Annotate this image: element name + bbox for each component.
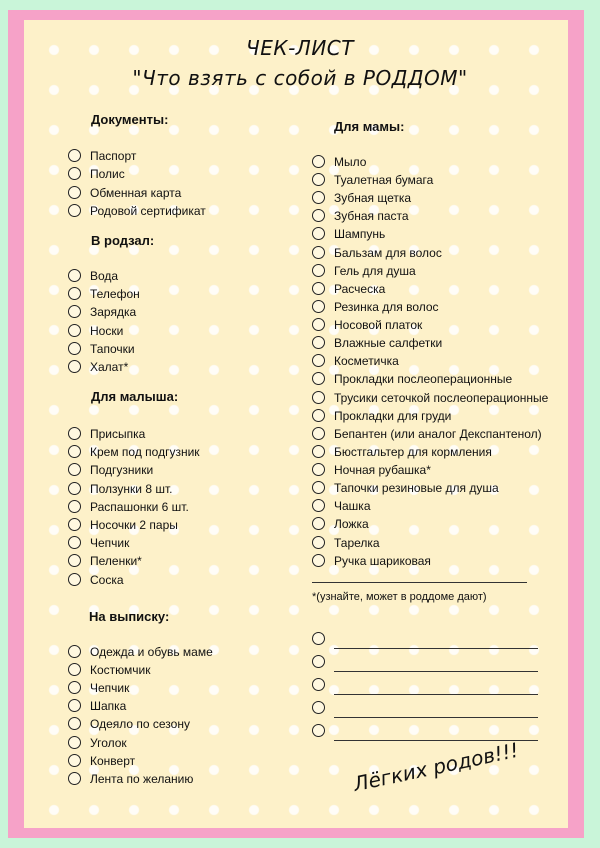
checklist-item-documents: Полис xyxy=(90,167,125,182)
checklist-item-baby: Подгузники xyxy=(90,463,154,478)
checklist-item-mom: Бальзам для волос xyxy=(334,245,442,260)
checklist-item-mom: Бепантен (или аналог Декспантенол) xyxy=(334,426,542,441)
checklist-item-discharge: Одежда и обувь маме xyxy=(90,645,213,659)
checkbox-mom[interactable] xyxy=(312,246,325,259)
checklist-item-mom: Шампунь xyxy=(334,227,386,242)
blank-line[interactable] xyxy=(334,694,538,695)
checklist-item-discharge: Конверт xyxy=(90,753,136,768)
checklist-item-discharge: Шапка xyxy=(90,699,127,714)
checklist-item-baby: Крем под подгузник xyxy=(90,445,200,460)
checklist-item-delivery: Зарядка xyxy=(90,305,137,320)
checkbox-discharge[interactable] xyxy=(68,645,81,658)
footer-wish: Лёгких родов!!! xyxy=(351,737,521,797)
checklist-item-baby: Распашонки 6 шт. xyxy=(90,499,189,514)
checklist-item-mom: Расческа xyxy=(334,281,386,296)
checklist-item-mom: Ложка xyxy=(334,517,369,532)
checklist-item-mom: Тапочки резиновые для душа xyxy=(334,481,499,496)
checklist-item-delivery: Халат* xyxy=(90,360,129,374)
blank-checkbox[interactable] xyxy=(312,701,325,714)
checkbox-mom[interactable] xyxy=(312,391,325,404)
checklist-item-discharge: Уголок xyxy=(90,735,127,750)
blank-line[interactable] xyxy=(334,648,538,649)
checkbox-discharge[interactable] xyxy=(68,736,81,749)
checklist-item-mom: Резинка для волос xyxy=(334,299,439,314)
checklist-item-discharge: Одеяло по сезону xyxy=(90,717,190,732)
checkbox-delivery[interactable] xyxy=(68,269,81,282)
checklist-item-mom: Чашка xyxy=(334,499,371,514)
checklist-item-mom: Ночная рубашка* xyxy=(334,463,431,478)
checklist-item-baby: Пеленки* xyxy=(90,554,142,569)
section-heading-mom: Для мамы: xyxy=(334,119,405,134)
checkbox-documents[interactable] xyxy=(68,186,81,199)
checkbox-discharge[interactable] xyxy=(68,754,81,767)
checkbox-mom[interactable] xyxy=(312,300,325,313)
checklist-item-documents: Паспорт xyxy=(90,149,137,163)
checkbox-delivery[interactable] xyxy=(68,342,81,355)
checklist-item-mom: Туалетная бумага xyxy=(334,173,434,188)
separator-line xyxy=(312,582,527,583)
checklist-item-baby: Ползунки 8 шт. xyxy=(90,481,173,496)
checkbox-baby[interactable] xyxy=(68,573,81,586)
blank-checkbox[interactable] xyxy=(312,655,325,668)
checklist-item-documents: Родовой сертификат xyxy=(90,203,206,218)
checkbox-mom[interactable] xyxy=(312,463,325,476)
checkbox-mom[interactable] xyxy=(312,536,325,549)
checkbox-baby[interactable] xyxy=(68,518,81,531)
checkbox-delivery[interactable] xyxy=(68,360,81,373)
checklist-item-mom: Влажные салфетки xyxy=(334,336,443,351)
checklist-item-documents: Обменная карта xyxy=(90,185,182,200)
checklist-item-delivery: Вода xyxy=(90,269,119,283)
checkbox-mom[interactable] xyxy=(312,264,325,277)
checklist-item-mom: Мыло xyxy=(334,155,367,169)
checkbox-discharge[interactable] xyxy=(68,772,81,785)
checklist-item-mom: Зубная паста xyxy=(334,209,409,224)
section-heading-discharge: На выписку: xyxy=(89,609,170,624)
checkbox-documents[interactable] xyxy=(68,204,81,217)
blank-line[interactable] xyxy=(334,671,538,672)
blank-checkbox[interactable] xyxy=(312,632,325,645)
checklist-item-mom: Трусики сеточкой послеоперационные xyxy=(334,390,549,405)
checkbox-discharge[interactable] xyxy=(68,663,81,676)
checklist-item-mom: Ручка шариковая xyxy=(334,553,431,568)
checklist-item-mom: Бюстгальтер для кормления xyxy=(334,444,492,459)
checkbox-mom[interactable] xyxy=(312,155,325,168)
checklist-item-delivery: Носки xyxy=(90,323,124,338)
checkbox-mom[interactable] xyxy=(312,445,325,458)
checkbox-mom[interactable] xyxy=(312,427,325,440)
checklist-item-discharge: Лента по желанию xyxy=(90,771,194,786)
checkbox-documents[interactable] xyxy=(68,149,81,162)
page-title: ЧЕК-ЛИСТ xyxy=(246,36,354,60)
checklist-item-mom: Косметичка xyxy=(334,354,399,369)
checkbox-mom[interactable] xyxy=(312,318,325,331)
blank-checkbox[interactable] xyxy=(312,678,325,691)
checklist-item-mom: Носовой платок xyxy=(334,318,423,333)
checkbox-mom[interactable] xyxy=(312,282,325,295)
checkbox-baby[interactable] xyxy=(68,500,81,513)
checklist-item-baby: Чепчик xyxy=(90,536,130,551)
checklist-item-baby: Носочки 2 пары xyxy=(90,518,178,532)
section-heading-delivery: В родзал: xyxy=(91,233,155,248)
checklist-item-baby: Присыпка xyxy=(90,427,146,441)
checkbox-delivery[interactable] xyxy=(68,324,81,337)
checklist-item-delivery: Тапочки xyxy=(90,341,135,356)
checklist-item-baby: Соска xyxy=(90,572,124,587)
blank-checkbox[interactable] xyxy=(312,724,325,737)
checkbox-mom[interactable] xyxy=(312,409,325,422)
page-subtitle: "Что взять с собой в РОДДОМ" xyxy=(132,66,468,90)
checkbox-baby[interactable] xyxy=(68,427,81,440)
section-heading-baby: Для малыша: xyxy=(91,389,179,404)
checklist-item-mom: Зубная щетка xyxy=(334,191,412,206)
blank-line[interactable] xyxy=(334,717,538,718)
checklist-item-mom: Тарелка xyxy=(334,535,380,550)
section-heading-documents: Документы: xyxy=(91,112,169,127)
checkbox-baby[interactable] xyxy=(68,482,81,495)
checklist-item-delivery: Телефон xyxy=(90,287,140,302)
checklist-item-discharge: Чепчик xyxy=(90,681,130,696)
checklist-item-mom: Гель для душа xyxy=(334,263,416,278)
checklist-item-discharge: Костюмчик xyxy=(90,663,151,678)
footnote: *(узнайте, может в роддоме дают) xyxy=(312,591,487,603)
checklist-item-mom: Прокладки для груди xyxy=(334,408,452,423)
checkbox-mom[interactable] xyxy=(312,554,325,567)
checklist-item-mom: Прокладки послеоперационные xyxy=(334,372,513,387)
